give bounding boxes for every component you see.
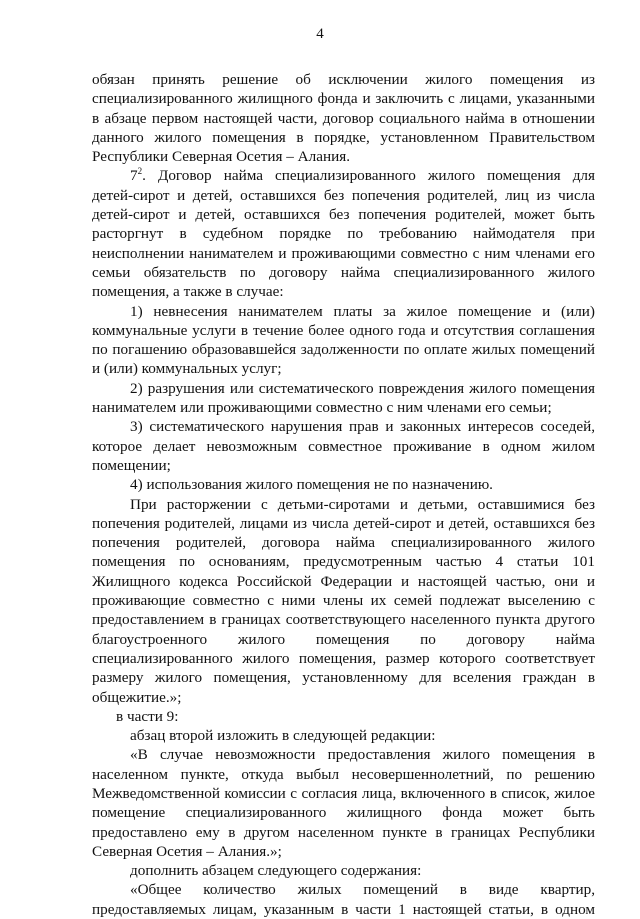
text-line-content: предоставлено ему в другом населенном пункте в границах Республики: [92, 823, 595, 841]
text-line-content: специализированного жилищного фонда и заключить с лицами, указанными: [92, 90, 595, 108]
text-line-content: помещение специализированного жилищного фонда может быть: [92, 804, 595, 822]
text-line-content: «В случае невозможности предоставления жилого помещения в: [130, 746, 595, 764]
text-line-content: Межведомственной комиссии с согласия лица, включенного в список, жилое: [92, 784, 595, 802]
text-line-content: попечения родителей, договора найма специализированного жилого: [92, 534, 595, 552]
text-line-content: данного жилого помещения в порядке, установленном Правительством: [92, 128, 595, 146]
text-line: [92, 803, 595, 822]
text-line: [92, 340, 595, 359]
text-line-content: Договор найма специализированного жилого помещения для: [157, 167, 595, 185]
text-line: [92, 572, 595, 591]
text-line-content: в абзаце первом настоящей части, договор социального найма в отношении: [92, 109, 595, 127]
text-line: [92, 745, 595, 764]
text-line-content: помещении;: [92, 456, 171, 474]
text-line-content: населенном пункте, откуда выбыл несовершеннолетний, по решению: [92, 765, 595, 783]
text-line: [92, 688, 595, 707]
text-line-content: предоставлением в границах соответствующего населенного пункта другого: [92, 611, 595, 629]
text-line-content: проживающие совместно с ними члены их семей подлежат выселению с: [92, 592, 595, 610]
text-line-content: которое делает невозможным совместное проживание в одном жилом: [92, 437, 595, 455]
text-line: [92, 282, 595, 301]
text-line-content: коммунальные услуги в течение более одного года и отсутствия соглашения: [92, 321, 595, 339]
text-line: [92, 495, 595, 514]
text-line-content: благоустроенного жилого помещения по договору найма: [92, 630, 595, 648]
text-line: [92, 707, 595, 726]
text-line-content: и (или) коммунальных услуг;: [92, 360, 282, 378]
text-line: [92, 552, 595, 571]
body-text: [92, 70, 595, 919]
text-line: [92, 900, 595, 919]
text-line: [92, 417, 595, 436]
text-line-content: предоставляемых лицам, указанным в части 1 настоящей статьи, в одном: [92, 900, 595, 918]
text-line-content: 2) разрушения или систематического повреждения жилого помещения: [130, 379, 595, 397]
text-line-content: детей-сирот и детей, оставшихся без попечения родителей, может быть: [92, 206, 595, 224]
text-line: [92, 70, 595, 89]
section-superscript: 2: [137, 166, 143, 177]
text-line-content: семьи обязательств по договору найма специализированного жилого: [92, 263, 595, 281]
text-line-content: расторгнут в судебном порядке по требованию наймодателя при: [92, 225, 595, 243]
text-line-content: абзац второй изложить в следующей редакции:: [130, 727, 436, 745]
text-line-content: общежитие.»;: [92, 688, 182, 706]
text-line-content: 3) систематического нарушения прав и законных интересов соседей,: [130, 418, 595, 436]
text-line: [92, 359, 595, 378]
text-line: [92, 861, 595, 880]
text-line: [92, 89, 595, 108]
text-line: [92, 437, 595, 456]
text-line: [92, 147, 595, 166]
text-line: [92, 263, 595, 282]
text-line-content: Республики Северная Осетия – Алания.: [92, 148, 351, 166]
text-line: [92, 109, 595, 128]
text-line: [92, 591, 595, 610]
text-line: [92, 726, 595, 745]
text-line-content: При расторжении с детьми-сиротами и детьми, оставшимися без: [130, 495, 595, 513]
text-line: [92, 630, 595, 649]
text-line: [92, 649, 595, 668]
text-line-content: помещения, а также в случае:: [92, 283, 284, 301]
text-line: [92, 244, 595, 263]
text-line-content: нанимателем или проживающими совместно с ним членами его семьи;: [92, 399, 552, 417]
text-line: [92, 398, 595, 417]
text-line-content: 1) невнесения нанимателем платы за жилое помещение и (или): [130, 302, 595, 320]
text-line: [92, 224, 595, 243]
text-line-content: дополнить абзацем следующего содержания:: [130, 862, 422, 880]
text-line: $7^2$. Договор найма специализированного жилого помещения для: [130, 166, 595, 185]
text-line-content: 4) использования жилого помещения не по назначению.: [130, 476, 493, 494]
text-line: [92, 823, 595, 842]
text-line: [92, 128, 595, 147]
text-line-content: Северная Осетия – Алания.»;: [92, 842, 282, 860]
text-line: [92, 302, 595, 321]
text-line: [92, 321, 595, 340]
text-line-content: специализированного жилого помещения, размер которого соответствует: [92, 649, 595, 667]
text-line-content: «Общее количество жилых помещений в виде квартир,: [130, 881, 595, 899]
text-line-content: неисполнении нанимателем и проживающими совместно с ним членами его: [92, 244, 595, 262]
text-line: [92, 514, 595, 533]
text-line-content: детей-сирот и детей, оставшихся без попечения родителей, лиц из числа: [92, 186, 595, 204]
text-line: [92, 784, 595, 803]
text-line-content: размеру жилого помещения, установленному для вселения граждан в: [92, 669, 595, 687]
text-line: [92, 842, 595, 861]
text-line-content: по погашению образовавшейся задолженности по оплате жилых помещений: [92, 341, 595, 359]
text-line: [92, 765, 595, 784]
text-line: [92, 533, 595, 552]
text-line: [92, 205, 595, 224]
page-number: 4: [316, 26, 324, 42]
text-line-content: Жилищного кодекса Российской Федерации и настоящей частью, они и: [92, 572, 595, 590]
text-line: [92, 379, 595, 398]
text-line: [92, 668, 595, 687]
section-number: 7: [130, 167, 138, 185]
text-line: [92, 456, 595, 475]
text-line: [92, 610, 595, 629]
text-line: [92, 475, 595, 494]
text-line-content: попечения родителей, лицами из числа детей-сирот и детей, оставшихся без: [92, 514, 595, 532]
text-line-content: обязан принять решение об исключении жилого помещения из: [92, 71, 595, 88]
text-line-content: помещения по основаниям, предусмотренным частью 4 статьи 101: [92, 553, 595, 571]
text-line-content: в части 9:: [116, 707, 179, 725]
text-line: [92, 880, 595, 899]
text-line: [92, 186, 595, 205]
